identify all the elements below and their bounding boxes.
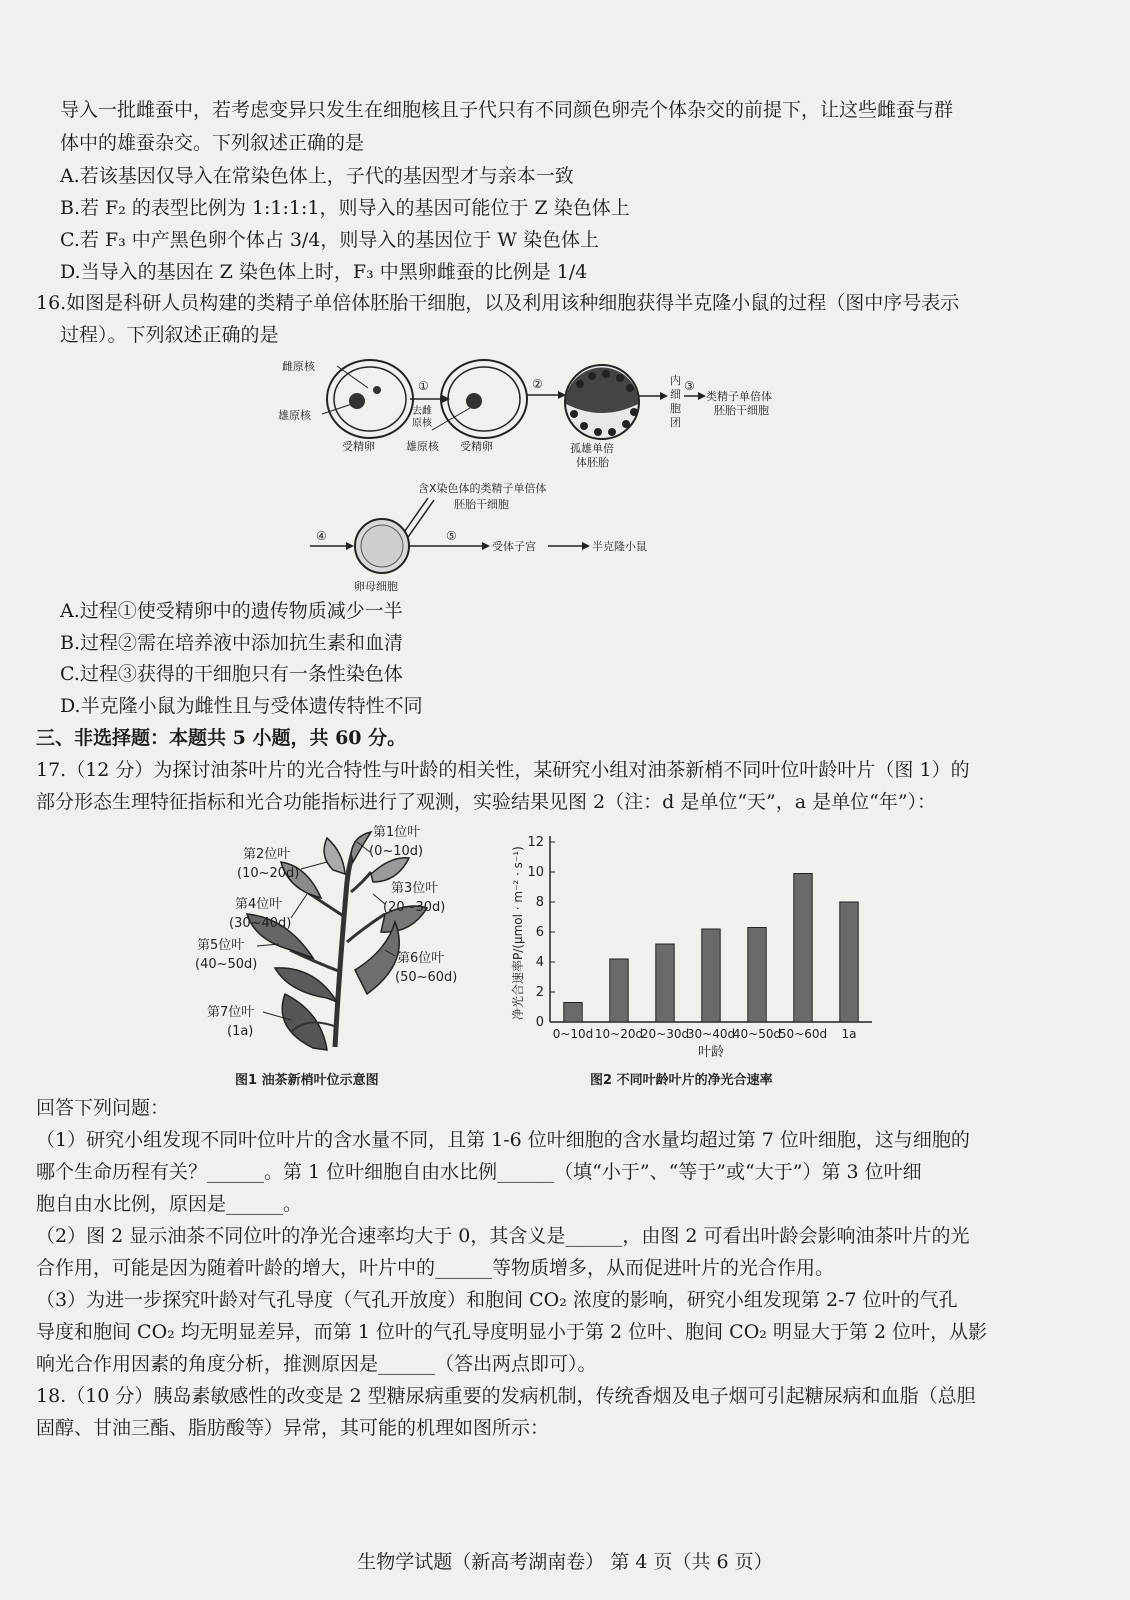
q16-option-b: B.过程②需在培养液中添加抗生素和血清 bbox=[60, 632, 404, 654]
chart-x-tick-label: 50~60d bbox=[778, 1027, 828, 1041]
q15-option-d: D.当导入的基因在 Z 染色体上时，F₃ 中黑卵雌蚕的比例是 1/4 bbox=[60, 261, 588, 283]
q17-part1-line3: 胞自由水比例，原因是______。 bbox=[36, 1193, 303, 1215]
leaf-7-name: 第7位叶 bbox=[207, 1005, 255, 1020]
haploid-embryo-label-2: 体胚胎 bbox=[576, 456, 609, 469]
injected-cell-label: 含X染色体的类精子单倍体 bbox=[418, 482, 547, 495]
q16-stem-line1: 16.如图是科研人员构建的类精子单倍体胚胎干细胞，以及利用该种细胞获得半克隆小鼠的过程（图中序号表示 bbox=[36, 292, 960, 314]
q18-stem-line2: 固醇、甘油三酯、脂肪酸等）异常，其可能的机理如图所示： bbox=[36, 1417, 550, 1439]
q17-ask: 回答下列问题： bbox=[36, 1097, 170, 1119]
chart-x-tick-label: 1a bbox=[841, 1027, 857, 1041]
leaf-5-name: 第5位叶 bbox=[197, 938, 245, 953]
oocyte-icon bbox=[355, 519, 409, 573]
q17-part2-line2: 合作用，可能是因为随着叶龄的增大，叶片中的______等物质增多，从而促进叶片的光合作用。 bbox=[36, 1257, 835, 1279]
plant-illustration-icon bbox=[247, 832, 427, 1050]
leaf-3-age: (20~30d) bbox=[383, 900, 446, 915]
chart-x-tick-label: 0~10d bbox=[552, 1027, 594, 1041]
inner-cell-mass-char-1: 内 bbox=[670, 374, 681, 387]
chart-bar bbox=[702, 929, 720, 1022]
q17-part3-line1: （3）为进一步探究叶龄对气孔导度（气孔开放度）和胞间 CO₂ 浓度的影响，研究小组发现第 2-7 位叶的气孔 bbox=[36, 1289, 958, 1311]
q15-stem-line2: 体中的雄蚕杂交。下列叙述正确的是 bbox=[60, 132, 365, 154]
chart-bar bbox=[610, 959, 628, 1022]
chart-bar bbox=[840, 902, 858, 1022]
chart-bar bbox=[794, 874, 812, 1023]
chart-y-tick-label: 4 bbox=[535, 955, 544, 970]
q16-stem-line2: 过程）。下列叙述正确的是 bbox=[60, 324, 279, 346]
step-3-label: ③ bbox=[684, 379, 695, 393]
step-4-label: ④ bbox=[316, 529, 327, 543]
q17-part1-line1: （1）研究小组发现不同叶位叶片的含水量不同，且第 1-6 位叶细胞的含水量均超过第 7 位叶细胞，这与细胞的 bbox=[36, 1129, 970, 1151]
leaf-5-age: (40~50d) bbox=[195, 957, 258, 972]
q17-part2-line1: （2）图 2 显示油茶不同位叶的净光合速率均大于 0，其含义是______，由图 2 可看出叶龄会影响油茶叶片的光 bbox=[36, 1225, 970, 1247]
q17-stem-line2: 部分形态生理特征指标和光合功能指标进行了观测，实验结果见图 2（注：d 是单位“天”，a 是单位“年”）： bbox=[36, 791, 937, 813]
q16-process-diagram bbox=[270, 352, 830, 602]
leaf-7-age: (1a) bbox=[227, 1024, 254, 1039]
inner-cell-mass-char-2: 细 bbox=[670, 388, 681, 401]
leaf-4-age: (30~40d) bbox=[229, 916, 292, 931]
fertilized-egg-label-2: 受精卵 bbox=[460, 440, 493, 453]
q17-part3-line2: 导度和胞间 CO₂ 均无明显差异，而第 1 位叶的气孔导度明显小于第 2 位叶、胞间 CO₂ 明显大于第 2 位叶，从影 bbox=[36, 1321, 988, 1343]
chart-bar bbox=[564, 1003, 582, 1023]
chart-x-tick-label: 20~30d bbox=[640, 1027, 690, 1041]
chart-bar bbox=[748, 928, 766, 1023]
leaf-1-age: (0~10d) bbox=[369, 844, 424, 859]
chart-y-tick-label: 10 bbox=[527, 865, 544, 880]
q15-option-c: C.若 F₃ 中产黑色卵个体占 3/4，则导入的基因位于 W 染色体上 bbox=[60, 229, 600, 251]
leaf-2-name: 第2位叶 bbox=[243, 847, 291, 862]
female-nucleus-label: 雌原核 bbox=[282, 360, 315, 373]
chart-y-tick-label: 2 bbox=[535, 985, 544, 1000]
chart-x-tick-label: 30~40d bbox=[686, 1027, 736, 1041]
q17-part1-line2: 哪个生命历程有关？______。第 1 位叶细胞自由水比例______（填“小于”、“等于”或“大于”）第 3 位叶细 bbox=[36, 1161, 922, 1183]
leaf-6-age: (50~60d) bbox=[395, 970, 458, 985]
leaf-2-age: (10~20d) bbox=[237, 866, 300, 881]
male-nucleus-label-2: 雄原核 bbox=[406, 440, 439, 453]
chart-x-axis-label: 叶龄 bbox=[697, 1045, 725, 1060]
oocyte-label: 卵母细胞 bbox=[354, 580, 398, 593]
step-5-label: ⑤ bbox=[446, 529, 457, 543]
inner-cell-mass-char-4: 团 bbox=[670, 416, 681, 429]
chart-y-axis-label: 净光合速率P/(μmol · m⁻² · s⁻¹) bbox=[511, 846, 525, 1020]
q17-part3-line3: 响光合作用因素的角度分析，推测原因是______（答出两点即可）。 bbox=[36, 1353, 597, 1375]
q16-option-d: D.半克隆小鼠为雌性且与受体遗传特性不同 bbox=[60, 695, 423, 717]
semi-cloned-mouse-label: 半克隆小鼠 bbox=[592, 540, 647, 553]
fertilized-egg-icon bbox=[327, 360, 413, 438]
page-footer: 生物学试题（新高考湖南卷） 第 4 页（共 6 页） bbox=[357, 1551, 773, 1573]
leaf-1-name: 第1位叶 bbox=[373, 825, 421, 840]
section-heading: 三、非选择题：本题共 5 小题，共 60 分。 bbox=[36, 727, 407, 749]
q15-option-b: B.若 F₂ 的表型比例为 1:1:1:1，则导入的基因可能位于 Z 染色体上 bbox=[60, 197, 630, 219]
q17-stem-line1: 17.（12 分）为探讨油茶叶片的光合特性与叶龄的相关性，某研究小组对油茶新梢不同叶位叶龄叶片（图 1）的 bbox=[36, 759, 970, 781]
chart-y-tick-label: 8 bbox=[535, 895, 544, 910]
leaf-6-name: 第6位叶 bbox=[397, 951, 445, 966]
step-2-label: ② bbox=[532, 377, 543, 391]
fertilized-egg-label: 受精卵 bbox=[342, 440, 375, 453]
chart-y-tick-label: 12 bbox=[527, 835, 544, 850]
q15-option-a: A.若该基因仅导入在常染色体上，子代的基因型才与亲本一致 bbox=[60, 165, 574, 187]
haploid-embryo-label: 孤雄单倍 bbox=[570, 442, 614, 455]
chart-x-tick-label: 40~50d bbox=[732, 1027, 782, 1041]
inner-cell-mass-char-3: 胞 bbox=[670, 402, 681, 415]
fertilized-egg-icon bbox=[441, 360, 527, 438]
leaf-3-name: 第3位叶 bbox=[391, 881, 439, 896]
chart-bar bbox=[656, 944, 674, 1022]
figure2-caption: 图2 不同叶龄叶片的净光合速率 bbox=[590, 1073, 773, 1088]
remove-female-nucleus-label: 去雌 bbox=[412, 406, 432, 417]
figure1-caption: 图1 油茶新梢叶位示意图 bbox=[235, 1073, 379, 1088]
chart-plot-area bbox=[527, 835, 872, 1041]
chart-x-tick-label: 10~20d bbox=[594, 1027, 644, 1041]
chart-y-tick-label: 0 bbox=[535, 1015, 544, 1030]
sperm-like-stem-cell-label: 类精子单倍体 bbox=[706, 390, 772, 403]
male-nucleus-label: 雄原核 bbox=[278, 409, 311, 422]
q16-option-a: A.过程①使受精卵中的遗传物质减少一半 bbox=[60, 600, 403, 622]
q17-figure2-bar-chart bbox=[500, 822, 900, 1090]
haploid-embryo-icon bbox=[565, 365, 639, 439]
leaf-4-name: 第4位叶 bbox=[235, 897, 283, 912]
sperm-like-stem-cell-label-2: 胚胎干细胞 bbox=[714, 404, 769, 417]
q17-figure1-plant bbox=[195, 822, 485, 1090]
q18-stem-line1: 18.（10 分）胰岛素敏感性的改变是 2 型糖尿病重要的发病机制，传统香烟及电子烟可引起糖尿病和血脂（总胆 bbox=[36, 1385, 976, 1407]
remove-female-nucleus-label-2: 原核 bbox=[412, 418, 432, 429]
step-1-label: ① bbox=[418, 379, 429, 393]
injected-cell-label-2: 胚胎干细胞 bbox=[454, 498, 509, 511]
chart-y-tick-label: 6 bbox=[535, 925, 544, 940]
q15-stem-line1: 导入一批雌蚕中，若考虑变异只发生在细胞核且子代只有不同颜色卵壳个体杂交的前提下，让这些雌蚕与群 bbox=[60, 99, 954, 121]
recipient-uterus-label: 受体子宫 bbox=[492, 540, 536, 553]
q16-option-c: C.过程③获得的干细胞只有一条性染色体 bbox=[60, 663, 403, 685]
